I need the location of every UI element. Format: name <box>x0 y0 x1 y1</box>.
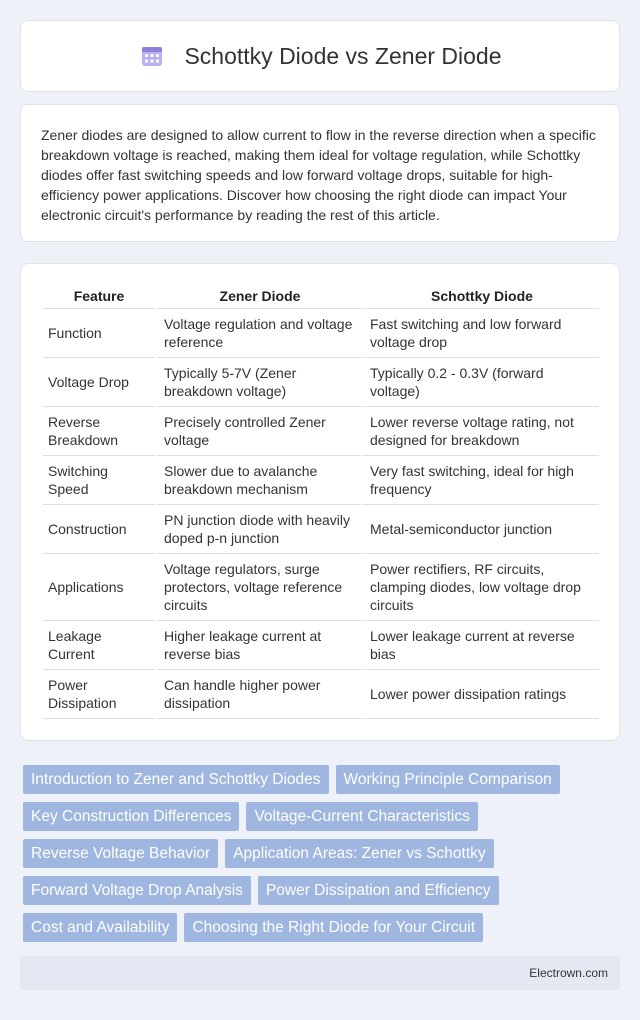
footer <box>20 956 620 990</box>
page-title: Schottky Diode vs Zener Diode <box>184 42 502 69</box>
feature-cell: Function <box>43 309 155 358</box>
table-row <box>43 407 599 456</box>
tag-working-principle[interactable]: Working Principle Comparison <box>336 765 560 794</box>
zener-cell: Higher leakage current at reverse bias <box>155 621 361 670</box>
table-row <box>43 621 599 670</box>
tag-row <box>23 839 613 868</box>
feature-cell: Reverse Breakdown <box>43 407 155 456</box>
tag-cost[interactable]: Cost and Availability <box>23 913 177 942</box>
zener-cell: Can handle higher power dissipation <box>155 670 361 719</box>
header-schottky: Schottky Diode <box>361 284 599 309</box>
tag-construction[interactable]: Key Construction Differences <box>23 802 239 831</box>
zener-cell: PN junction diode with heavily doped p-n junction <box>155 505 361 554</box>
schottky-cell: Lower leakage current at reverse bias <box>361 621 599 670</box>
zener-cell: Slower due to avalanche breakdown mechanism <box>155 456 361 505</box>
schottky-cell: Metal-semiconductor junction <box>361 505 599 554</box>
tag-voltage-current[interactable]: Voltage-Current Characteristics <box>246 802 477 831</box>
table-header-row <box>43 284 599 309</box>
schottky-cell: Lower reverse voltage rating, not designed for breakdown <box>361 407 599 456</box>
header-feature: Feature <box>43 284 155 309</box>
table-row <box>43 456 599 505</box>
header-card <box>20 20 620 92</box>
header-zener: Zener Diode <box>155 284 361 309</box>
schottky-cell: Typically 0.2 - 0.3V (forward voltage) <box>361 358 599 407</box>
tag-reverse-voltage[interactable]: Reverse Voltage Behavior <box>23 839 218 868</box>
schottky-cell: Very fast switching, ideal for high frequency <box>361 456 599 505</box>
feature-cell: Voltage Drop <box>43 358 155 407</box>
tag-row <box>23 802 613 831</box>
zener-cell: Voltage regulators, surge protectors, voltage reference circuits <box>155 554 361 621</box>
tag-forward-voltage[interactable]: Forward Voltage Drop Analysis <box>23 876 251 905</box>
zener-cell: Precisely controlled Zener voltage <box>155 407 361 456</box>
comparison-table-card <box>20 263 620 741</box>
intro-text: Zener diodes are designed to allow current to flow in the reverse direction when a specific breakdown voltage is reached, making them ideal for voltage regulation, while Schottky diodes offer fast switching speeds and low forward voltage drops, suitable for high-efficiency power applications. Discover how choosing the right diode can impact Your electronic circuit's performance by reading the rest of this article. <box>41 127 596 223</box>
tag-row <box>23 765 613 794</box>
tag-row <box>23 913 613 942</box>
comparison-table <box>43 284 599 719</box>
footer-site-name[interactable]: Electrown.com <box>529 966 608 980</box>
zener-cell: Typically 5-7V (Zener breakdown voltage) <box>155 358 361 407</box>
table-row <box>43 554 599 621</box>
title-wrap <box>138 42 501 70</box>
schottky-cell: Lower power dissipation ratings <box>361 670 599 719</box>
feature-cell: Switching Speed <box>43 456 155 505</box>
intro-card <box>20 104 620 242</box>
feature-cell: Power Dissipation <box>43 670 155 719</box>
calendar-grid-icon <box>138 42 166 70</box>
topic-tags <box>23 765 613 950</box>
schottky-cell: Power rectifiers, RF circuits, clamping diodes, low voltage drop circuits <box>361 554 599 621</box>
zener-cell: Voltage regulation and voltage reference <box>155 309 361 358</box>
tag-introduction[interactable]: Introduction to Zener and Schottky Diodes <box>23 765 329 794</box>
table-row <box>43 358 599 407</box>
feature-cell: Leakage Current <box>43 621 155 670</box>
tag-power-dissipation[interactable]: Power Dissipation and Efficiency <box>258 876 499 905</box>
feature-cell: Construction <box>43 505 155 554</box>
table-row <box>43 309 599 358</box>
table-row <box>43 505 599 554</box>
schottky-cell: Fast switching and low forward voltage drop <box>361 309 599 358</box>
table-row <box>43 670 599 719</box>
tag-choosing[interactable]: Choosing the Right Diode for Your Circuit <box>184 913 483 942</box>
tag-row <box>23 876 613 905</box>
feature-cell: Applications <box>43 554 155 621</box>
tag-application-areas[interactable]: Application Areas: Zener vs Schottky <box>225 839 493 868</box>
